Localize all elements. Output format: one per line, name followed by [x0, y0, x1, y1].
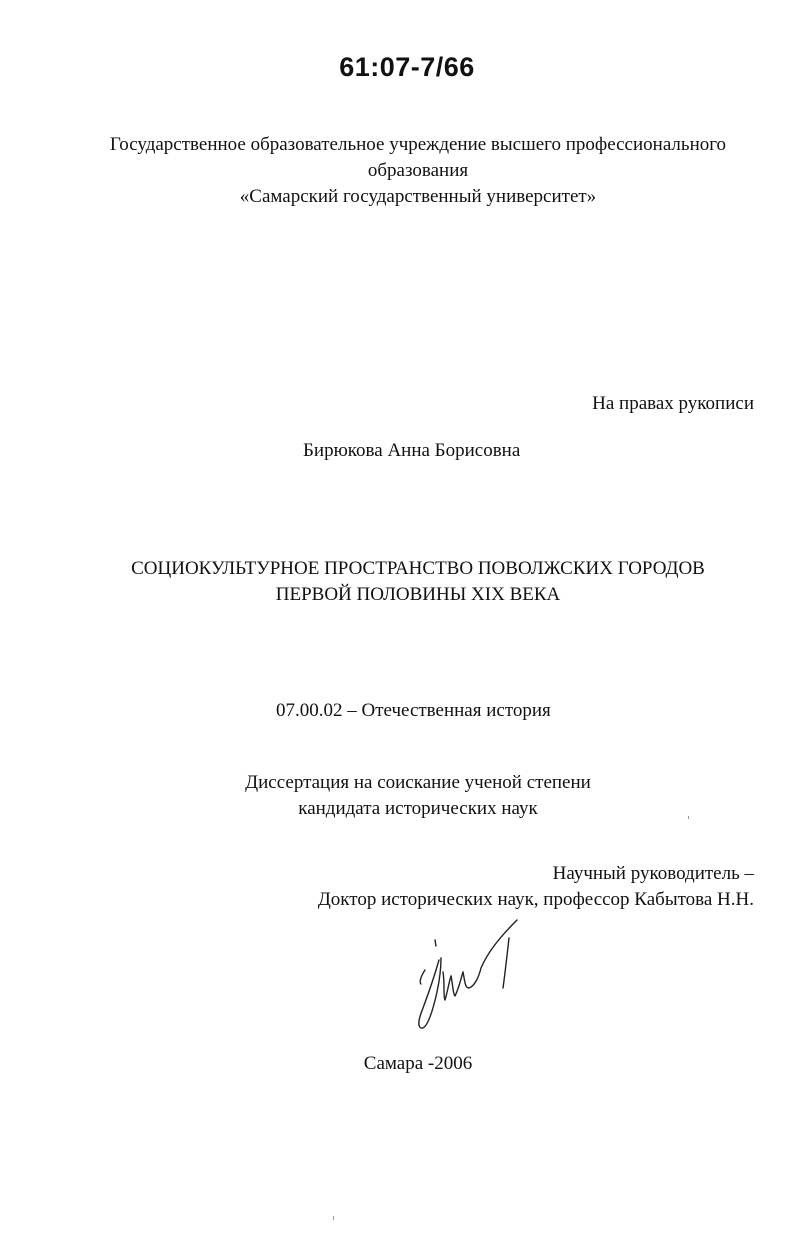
rights-note: На правах рукописи [592, 393, 754, 414]
scan-speck [333, 1216, 334, 1220]
title-line-1: СОЦИОКУЛЬТУРНОЕ ПРОСТРАНСТВО ПОВОЛЖСКИХ ГОРОДОВ [131, 558, 705, 579]
signature-icon [405, 912, 535, 1042]
catalog-code: 61:07-7/66 [339, 52, 475, 82]
supervisor-line-2: Доктор исторических наук, профессор Кабытова Н.Н. [317, 889, 754, 910]
degree-block [0, 770, 796, 822]
supervisor-line-1: Научный руководитель – [552, 863, 754, 884]
institution-line-1: Государственное образовательное учреждение высшего профессионального [109, 134, 727, 155]
institution-line-3: «Самарский государственный университет» [239, 186, 597, 207]
city-year: Самара -2006 [363, 1053, 473, 1074]
specialty-code: 07.00.02 – Отечественная история [276, 700, 551, 721]
degree-line-2: кандидата исторических наук [298, 798, 538, 819]
dissertation-title [0, 556, 796, 608]
degree-line-1: Диссертация на соискание ученой степени [245, 772, 591, 793]
supervisor-block [318, 861, 754, 913]
author-name: Бирюкова Анна Борисовна [303, 440, 521, 461]
institution-line-2: образования [367, 160, 469, 181]
title-line-2: ПЕРВОЙ ПОЛОВИНЫ XIX ВЕКА [275, 584, 561, 605]
scan-speck [688, 816, 689, 819]
institution-block [0, 132, 796, 210]
